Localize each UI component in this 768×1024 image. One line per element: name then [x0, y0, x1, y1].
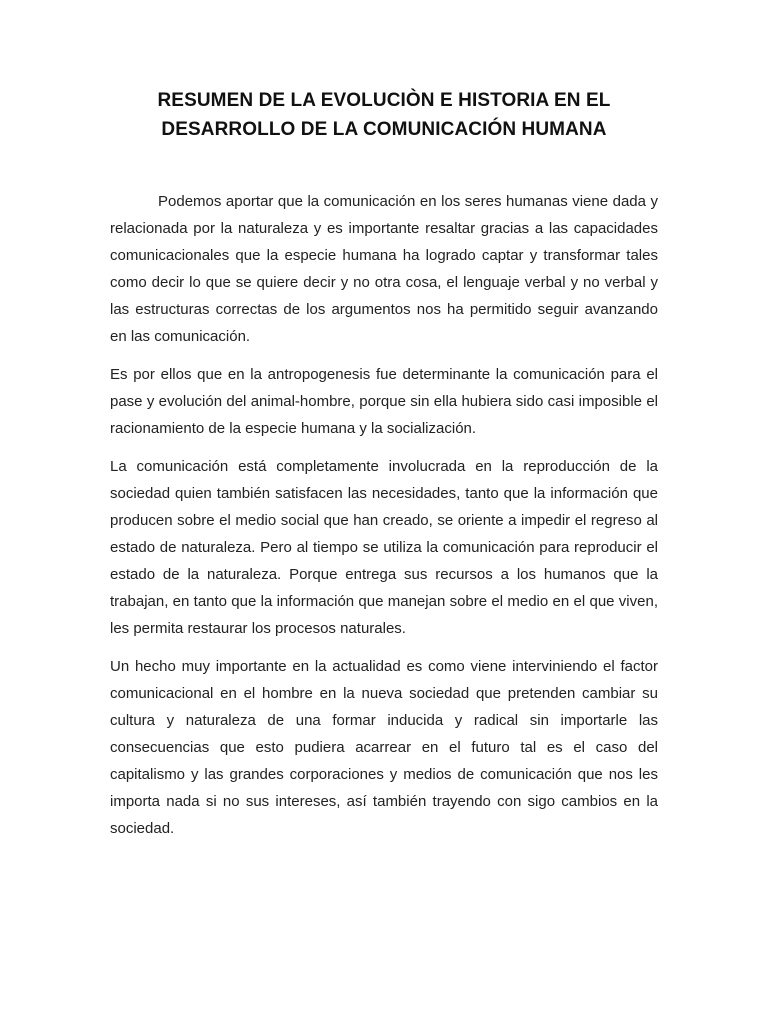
title-line-1: RESUMEN DE LA EVOLUCIÒN E HISTORIA EN EL	[157, 90, 611, 111]
paragraph-2: Es por ellos que en la antropogenesis fue determinante la comunicación para el pase y evolución del animal-hombre, porque sin ella hubiera sido casi imposible el racionamiento de la especie humana y la socialización.	[110, 366, 658, 437]
paragraph-3: La comunicación está completamente involucrada en la reproducción de la sociedad quien también satisfacen las necesidades, tanto que la información que producen sobre el medio social que han creado, se oriente a impedir el regreso al estado de naturaleza. Pero al tiempo se utiliza la comunicación para reproducir el estado de la naturaleza. Porque entrega sus recursos a los humanos que la trabajan, en tanto que la información que manejan sobre el medio en el que viven, les permita restaurar los procesos naturales.	[110, 458, 658, 637]
document-title	[100, 86, 668, 144]
paragraph-1: Podemos aportar que la comunicación en los seres humanas viene dada y relacionada por la naturaleza y es importante resaltar gracias a las capacidades comunicacionales que la especie humana ha logrado captar y transformar tales como decir lo que se quiere decir y no otra cosa, el lenguaje verbal y no verbal y las estructuras correctas de los argumentos nos ha permitido seguir avanzando en las comunicación.	[110, 193, 658, 345]
document-body	[110, 188, 658, 853]
title-line-2: DESARROLLO DE LA COMUNICACIÓN HUMANA	[161, 119, 607, 140]
paragraph-4: Un hecho muy importante en la actualidad es como viene interviniendo el factor comunicacional en el hombre en la nueva sociedad que pretenden cambiar su cultura y naturaleza de una formar inducida y radical sin importarle las consecuencias que esto pudiera acarrear en el futuro tal es el caso del capitalismo y las grandes corporaciones y medios de comunicación que nos les importa nada si no sus intereses, así también trayendo con sigo cambios en la sociedad.	[110, 658, 658, 837]
